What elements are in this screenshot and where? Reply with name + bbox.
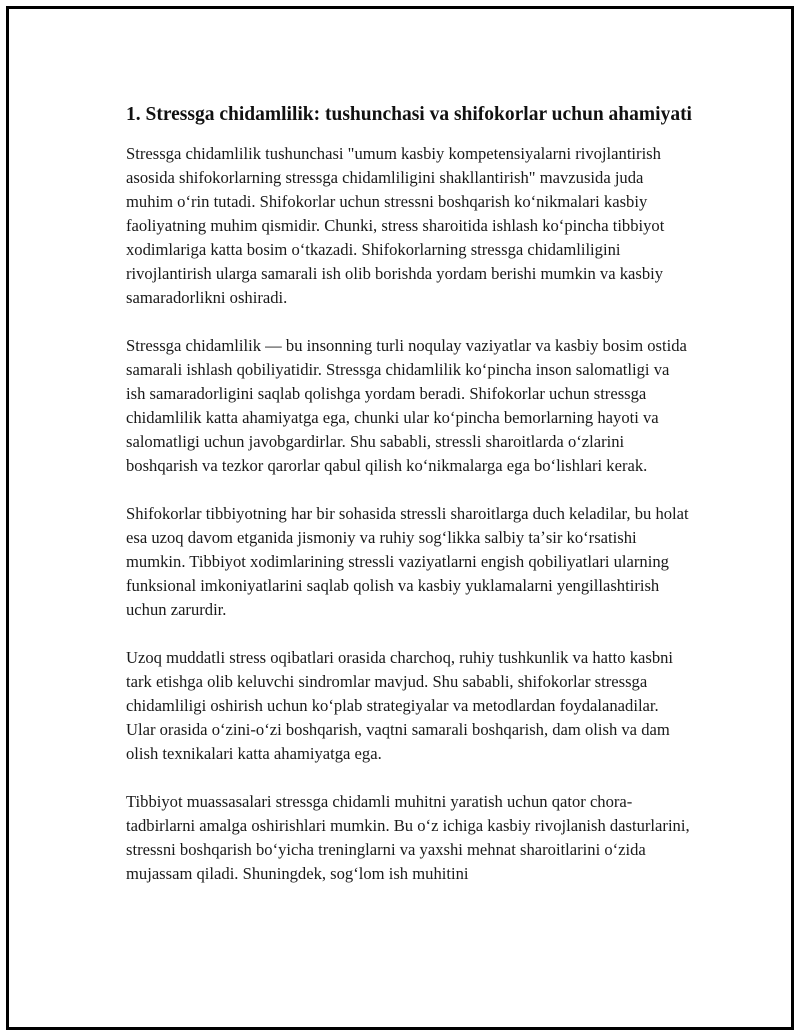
paragraph-1: Stressga chidamlilik tushunchasi "umum kasbiy kompetensiyalarni rivojlantirish asosida shifokorlarning stressga chidamliligini shakllantirish" mavzusida juda muhim oʻrin tutadi. Shifokorlar uchun stressni boshqarish koʻnikmalari kasbiy faoliyatning muhim qismidir. Chunki, stress sharoitida ishlash koʻpincha tibbiyot xodimlariga katta bosim oʻtkazadi. Shifokorlarning stressga chidamliligini rivojlantirish ularga samarali ish olib borishda yordam berishi mumkin va kasbiy samaradorlikni oshiradi.	[126, 144, 665, 307]
document-body	[126, 102, 692, 886]
page-frame	[6, 6, 794, 1030]
paragraph-4: Uzoq muddatli stress oqibatlari orasida charchoq, ruhiy tushkunlik va hatto kasbni tark etishga olib keluvchi sindromlar mavjud. Shu sababli, shifokorlar stressga chidamliligi oshirish uchun koʻplab strategiyalar va metodlardan foydalanadilar. Ular orasida oʻzini-oʻzi boshqarish, vaqtni samarali boshqarish, dam olish va dam olish texnikalari katta ahamiyatga ega.	[126, 648, 674, 763]
section-heading: 1. Stressga chidamlilik: tushunchasi va shifokorlar uchun ahamiyati	[126, 104, 692, 125]
paragraph-2: Stressga chidamlilik — bu insonning turli noqulay vaziyatlar va kasbiy bosim ostida samarali ishlash qobiliyatidir. Stressga chidamlilik koʻpincha inson salomatligi va ish samaradorligini saqlab qolishga yordam beradi. Shifokorlar uchun stressga chidamlilik katta ahamiyatga ega, chunki ular koʻpincha bemorlarning hayoti va salomatligi uchun javobgardirlar. Shu sababli, stressli sharoitlarda oʻzlarini boshqarish va tezkor qarorlar qabul qilish koʻnikmalarga ega boʻlishlari kerak.	[126, 336, 687, 475]
paragraph-5: Tibbiyot muassasalari stressga chidamli muhitni yaratish uchun qator chora-tadbirlarni amalga oshirishlari mumkin. Bu oʻz ichiga kasbiy rivojlanish dasturlarini, stressni boshqarish boʻyicha treninglarni va yaxshi mehnat sharoitlarini oʻzida mujassam qiladi. Shuningdek, sogʻlom ish muhitini	[126, 792, 690, 883]
paragraph-3: Shifokorlar tibbiyotning har bir sohasida stressli sharoitlarga duch keladilar, bu holat esa uzoq davom etganida jismoniy va ruhiy sogʻlikka salbiy taʼsir koʻrsatishi mumkin. Tibbiyot xodimlarining stressli vaziyatlarni engish qobiliyatlari ularning funksional imkoniyatlarini saqlab qolish va kasbiy yuklamalarni yengillashtirish uchun zarurdir.	[126, 504, 689, 619]
